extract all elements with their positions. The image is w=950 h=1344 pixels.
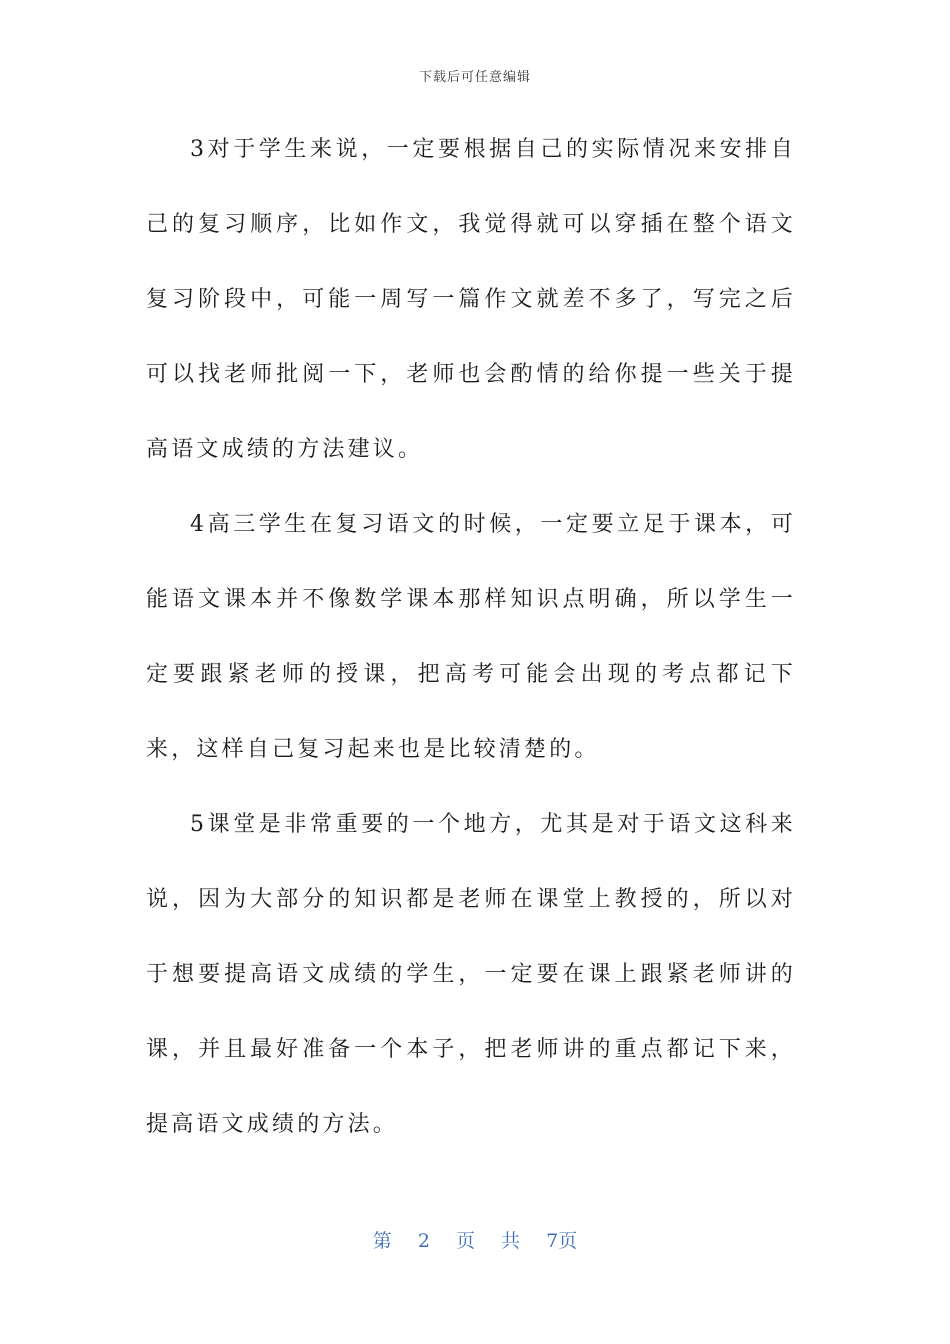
paragraph-3: 3对于学生来说，一定要根据自己的实际情况来安排自己的复习顺序，比如作文，我觉得就可以穿插在整个语文复习阶段中，可能一周写一篇作文就差不多了，写完之后可以找老师批阅一下，老师也会酌情的给你提一些关于提高语文成绩的方法建议。 — [146, 137, 796, 462]
paragraph-5: 5课堂是非常重要的一个地方，尤其是对于语文这科来说，因为大部分的知识都是老师在课堂上教授的，所以对于想要提高语文成绩的学生，一定要在课上跟紧老师讲的课，并且最好准备一个本子，把老师讲的重点都记下来，提高语文成绩的方法。 — [146, 812, 796, 1137]
footer-total-label: 共 — [501, 1230, 521, 1252]
footer-prefix: 第 — [372, 1230, 392, 1252]
footer-current-page: 2 — [417, 1230, 430, 1252]
document-body — [146, 112, 796, 1162]
page-footer — [0, 1226, 950, 1253]
paragraph-4: 4高三学生在复习语文的时候，一定要立足于课本，可能语文课本并不像数学课本那样知识点明确，所以学生一定要跟紧老师的授课，把高考可能会出现的考点都记下来，这样自己复习起来也是比较清楚的。 — [146, 512, 796, 762]
page-header: 下载后可任意编辑 — [418, 70, 531, 85]
footer-page-unit: 页 — [455, 1230, 475, 1252]
footer-total-pages: 7页 — [546, 1230, 578, 1252]
